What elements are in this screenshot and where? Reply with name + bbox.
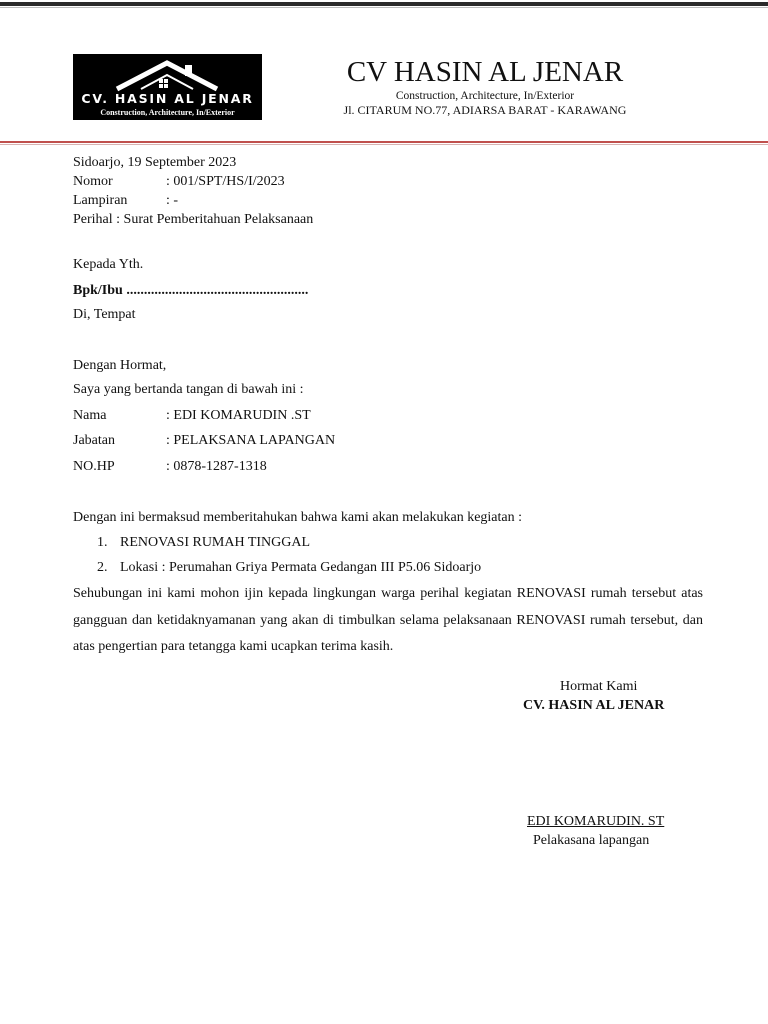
logo-tagline: Construction, Architecture, In/Exterior xyxy=(100,108,235,117)
list-item: RENOVASI RUMAH TINGGAL xyxy=(120,535,311,550)
kepada: Kepada Yth. xyxy=(73,257,144,272)
list-item: Lokasi : Perumahan Griya Permata Gedangan III P5.06 Sidoarjo xyxy=(120,560,482,575)
company-address: Jl. CITARUM NO.77, ADIARSA BARAT - KARAWANG xyxy=(343,103,627,117)
company-header xyxy=(320,55,650,118)
lampiran-value: : - xyxy=(166,193,179,208)
field-value: : PELAKSANA LAPANGAN xyxy=(166,433,336,448)
nomor-label: Nomor xyxy=(73,174,113,189)
signer-name: EDI KOMARUDIN. ST xyxy=(527,814,665,829)
greeting: Dengan Hormat, xyxy=(73,358,167,373)
field-value: : 0878-1287-1318 xyxy=(166,459,267,474)
recipient: Bpk/Ibu .................................................... xyxy=(73,283,309,298)
header-divider-shadow xyxy=(0,144,768,145)
purpose: Dengan ini bermaksud memberitahukan bahwa kami akan melakukan kegiatan : xyxy=(73,510,523,525)
list-item-number: 1. xyxy=(97,535,108,550)
intro: Saya yang bertanda tangan di bawah ini : xyxy=(73,382,304,397)
closing: Hormat Kami xyxy=(560,679,638,694)
body-paragraph: Sehubungan ini kami mohon ijin kepada lingkungan warga perihal kegiatan RENOVASI rumah tersebut atas gangguan dan ketidaknyamanan yang akan di timbulkan selama pelaksanaan RENOVASI rumah tersebut, dan atas pengertian para tetangga kami ucapkan terima kasih. xyxy=(73,586,703,654)
lampiran-label: Lampiran xyxy=(73,193,128,208)
field-value: : EDI KOMARUDIN .ST xyxy=(166,408,311,423)
field-label: Jabatan xyxy=(73,433,115,448)
top-border xyxy=(0,2,768,6)
house-roof-icon xyxy=(111,58,223,92)
field-label: Nama xyxy=(73,408,107,423)
di-tempat: Di, Tempat xyxy=(73,307,136,322)
company-name: CV HASIN AL JENAR xyxy=(346,56,624,88)
list-item-number: 2. xyxy=(97,560,108,575)
company-logo xyxy=(73,54,262,120)
nomor-value: : 001/SPT/HS/I/2023 xyxy=(166,174,285,189)
top-border-shadow xyxy=(0,7,768,8)
place-date: Sidoarjo, 19 September 2023 xyxy=(73,155,237,170)
header-divider xyxy=(0,141,768,143)
field-label: NO.HP xyxy=(73,459,115,474)
logo-name: CV. HASIN AL JENAR xyxy=(81,91,254,106)
closing-company: CV. HASIN AL JENAR xyxy=(523,698,665,713)
company-tagline: Construction, Architecture, In/Exterior xyxy=(395,90,575,102)
perihal: Perihal : Surat Pemberitahuan Pelaksanaan xyxy=(73,212,314,227)
signer-title: Pelakasana lapangan xyxy=(533,833,650,848)
